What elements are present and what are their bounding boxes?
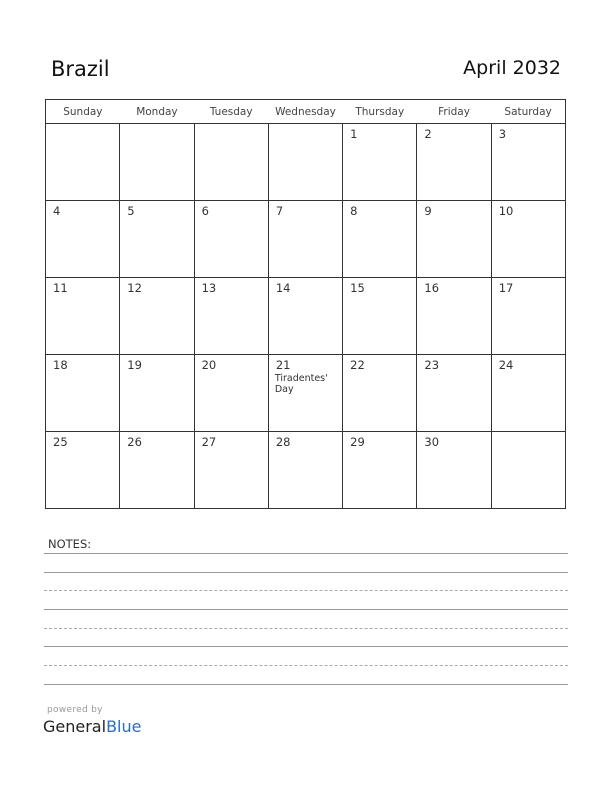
day-number: 9 (424, 204, 432, 218)
day-number: 23 (424, 358, 440, 372)
day-cell (343, 278, 417, 355)
day-cell (194, 278, 268, 355)
day-cell (491, 355, 565, 432)
day-cell (120, 201, 194, 278)
calendar-grid (45, 99, 566, 509)
weekday-header-friday: Friday (417, 100, 491, 124)
day-cell (417, 124, 491, 201)
day-number: 11 (53, 281, 68, 295)
day-cell (120, 432, 194, 509)
calendar-body (46, 124, 566, 509)
day-number: 10 (498, 204, 514, 218)
day-number: 13 (201, 281, 217, 295)
day-number: 7 (275, 204, 284, 218)
day-cell (194, 201, 268, 278)
brand-general: General (43, 717, 107, 736)
day-cell (46, 432, 120, 509)
notes-line (44, 572, 568, 573)
empty-day-cell (491, 432, 565, 509)
day-cell (194, 355, 268, 432)
weekday-header-sunday: Sunday (46, 100, 120, 124)
day-number: 15 (350, 281, 365, 295)
month-year-title: April 2032 (463, 57, 561, 79)
day-cell (343, 124, 417, 201)
week-row (46, 432, 566, 509)
day-cell (417, 278, 491, 355)
day-cell (343, 201, 417, 278)
empty-day-cell (120, 124, 194, 201)
day-number: 16 (424, 281, 440, 295)
day-cell (343, 432, 417, 509)
day-cell (120, 278, 194, 355)
notes-line (44, 590, 568, 591)
notes-line (44, 646, 568, 647)
day-number: 4 (53, 204, 61, 218)
day-number: 8 (350, 204, 358, 218)
day-cell (268, 432, 342, 509)
day-number: 30 (424, 435, 440, 449)
notes-line (44, 665, 568, 666)
day-number: 24 (498, 358, 514, 372)
day-cell (491, 201, 565, 278)
notes-label: NOTES: (48, 537, 92, 551)
day-number: 25 (53, 435, 68, 449)
day-number: 20 (201, 358, 217, 372)
weekday-header-saturday: Saturday (491, 100, 565, 124)
day-cell (46, 278, 120, 355)
day-number: 21 (275, 358, 291, 372)
day-cell (268, 278, 342, 355)
country-title: Brazil (51, 57, 110, 81)
day-number: 28 (275, 435, 291, 449)
day-cell (194, 432, 268, 509)
powered-by-text: powered by (47, 705, 103, 715)
holiday-label: Tiradentes' Day (274, 373, 328, 395)
day-cell (417, 432, 491, 509)
weekday-header-tuesday: Tuesday (194, 100, 268, 124)
week-row (46, 278, 566, 355)
day-number: 26 (127, 435, 142, 449)
brand-blue: Blue (106, 717, 142, 736)
day-number: 2 (424, 127, 432, 141)
day-cell (417, 355, 491, 432)
weekday-header-monday: Monday (120, 100, 194, 124)
empty-day-cell (194, 124, 268, 201)
day-number: 27 (201, 435, 217, 449)
notes-line (44, 609, 568, 610)
empty-day-cell (268, 124, 342, 201)
notes-line (44, 553, 568, 554)
day-cell (417, 201, 491, 278)
week-row (46, 355, 566, 432)
week-row (46, 201, 566, 278)
day-cell (46, 201, 120, 278)
day-number: 18 (53, 358, 68, 372)
notes-line (44, 628, 568, 629)
day-number: 22 (350, 358, 365, 372)
weekday-header-thursday: Thursday (343, 100, 417, 124)
day-number: 1 (350, 127, 358, 141)
day-cell (120, 355, 194, 432)
weekday-header-wednesday: Wednesday (268, 100, 342, 124)
notes-line (44, 684, 568, 685)
day-number: 19 (127, 358, 142, 372)
day-cell (491, 278, 565, 355)
day-cell (491, 124, 565, 201)
day-number: 12 (127, 281, 142, 295)
day-cell (46, 355, 120, 432)
day-cell (268, 355, 342, 432)
day-number: 14 (275, 281, 291, 295)
day-number: 3 (498, 127, 507, 141)
day-cell (343, 355, 417, 432)
week-row (46, 124, 566, 201)
brand-logo (43, 717, 141, 736)
day-number: 29 (350, 435, 365, 449)
day-number: 6 (201, 204, 209, 218)
day-number: 17 (498, 281, 514, 295)
empty-day-cell (46, 124, 120, 201)
day-number: 5 (127, 204, 135, 218)
weekday-header-row (46, 100, 566, 124)
day-cell (268, 201, 342, 278)
